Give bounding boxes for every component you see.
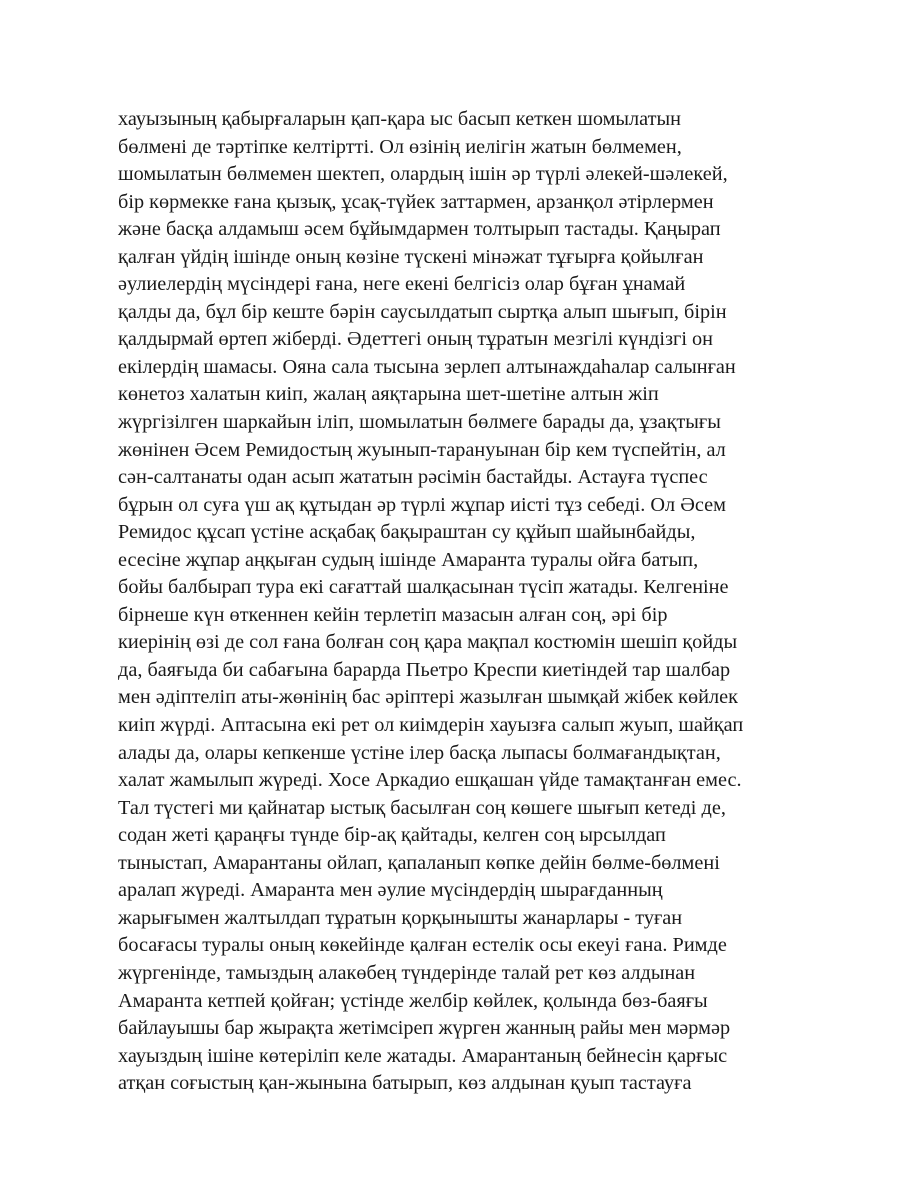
text-line: бөлмені де тәртіпке келтіртті. Ол өзінің иелігін жатын бөлмемен, [118,135,682,158]
text-line: жүргізілген шаркайын іліп, шомылатын бөлмеге барады да, ұзақтығы [118,411,721,434]
text-line: Тал түстегі ми қайнатар ыстық басылған соң көшеге шығып кетеді де, [118,796,726,819]
text-line: шомылатын бөлмемен шектеп, олардың ішін әр түрлі әлекей-шәлекей, [118,163,728,186]
text-line: әулиелердің мүсіндері ғана, неге екені белгісіз олар бұған ұнамай [118,273,686,296]
text-line: жөнінен Әсем Ремидостың жуынып-тарануынан бір кем түспейтін, ал [118,438,726,461]
text-line: жарығымен жалтылдап тұратын қорқынышты жанарлары - туған [118,906,683,929]
text-line: бұрын ол суға үш ақ құтыдан әр түрлі жұпар иісті тұз себеді. Ол Әсем [118,493,726,516]
text-line: хауыздың ішіне көтеріліп келе жатады. Амарантаның бейнесін қарғыс [118,1044,728,1067]
body-text [118,106,808,1098]
text-line: жүргенінде, тамыздың алакөбең түндерінде талай рет көз алдынан [118,961,696,984]
text-line: босағасы туралы оның көкейінде қалған естелік осы екеуі ғана. Римде [118,934,727,957]
text-line: және басқа алдамыш әсем бұйымдармен толтырып тастады. Қаңырап [118,218,721,241]
text-line: бойы балбырап тура екі сағаттай шалқасынан түсіп жатады. Келгеніне [118,576,729,599]
text-line: қалған үйдің ішінде оның көзіне түскені мінәжат тұғырға қойылған [118,245,704,268]
text-line: тыныстап, Амарантаны ойлап, қапаланып көпке дейін бөлме-бөлмені [118,851,720,874]
text-line: қалдырмай өртеп жіберді. Әдеттегі оның тұратын мезгілі күндізгі он [118,328,714,351]
text-line: да, баяғыда би сабағына барарда Пьетро Креспи киетіндей тар шалбар [118,658,731,681]
text-line: есесіне жұпар аңқыған судың ішінде Амаранта туралы ойға батып, [118,548,699,571]
text-line: аралап жүреді. Амаранта мен әулие мүсіндердің шырағданның [118,879,663,902]
text-line: екілердің шамасы. Ояна сала тысына зерлеп алтынаждаһалар салынған [118,355,736,378]
text-line: мен әдіптеліп аты-жөнінің бас әріптері жазылған шымқай жібек көйлек [118,686,738,709]
text-line: бірнеше күн өткеннен кейін терлетіп мазасын алған соң, әрі бір [118,603,668,626]
text-line: Ремидос құсап үстіне асқабақ бақыраштан су құйып шайынбайды, [118,521,696,544]
text-line: содан жеті қараңғы түнде бір-ақ қайтады, келген соң ырсылдап [118,824,666,847]
text-line: алады да, олары кепкенше үстіне ілер басқа лыпасы болмағандықтан, [118,741,721,764]
text-line: хауызының қабырғаларын қап-қара ыс басып кеткен шомылатын [118,108,682,130]
text-line: сән-салтанаты одан асып жататын рәсімін бастайды. Астауға түспес [118,466,708,489]
text-line: байлауышы бар жырақта жетімсіреп жүрген жанның райы мен мәрмәр [118,1017,731,1040]
text-line: қалды да, бұл бір кеште бәрін саусылдатып сыртқа алып шығып, бірін [118,300,727,323]
text-line: бір көрмекке ғана қызық, ұсақ-түйек заттармен, арзанқол әтірлермен [118,190,714,213]
text-line: киерінің өзі де сол ғана болған соң қара мақпал костюмін шешіп қойды [118,631,738,654]
text-line: Амаранта кетпей қойған; үстінде желбір көйлек, қолында бөз-баяғы [118,989,708,1012]
text-line: көнетоз халатын киіп, жалаң аяқтарына шет-шетіне алтын жіп [118,383,659,406]
text-line: халат жамылып жүреді. Хосе Аркадио ешқашан үйде тамақтанған емес. [118,769,742,792]
text-line: киіп жүрді. Аптасына екі рет ол киімдерін хауызға салып жуып, шайқап [118,714,744,737]
text-line: атқан соғыстың қан-жынына батырып, көз алдынан қуып тастауға [118,1072,692,1095]
